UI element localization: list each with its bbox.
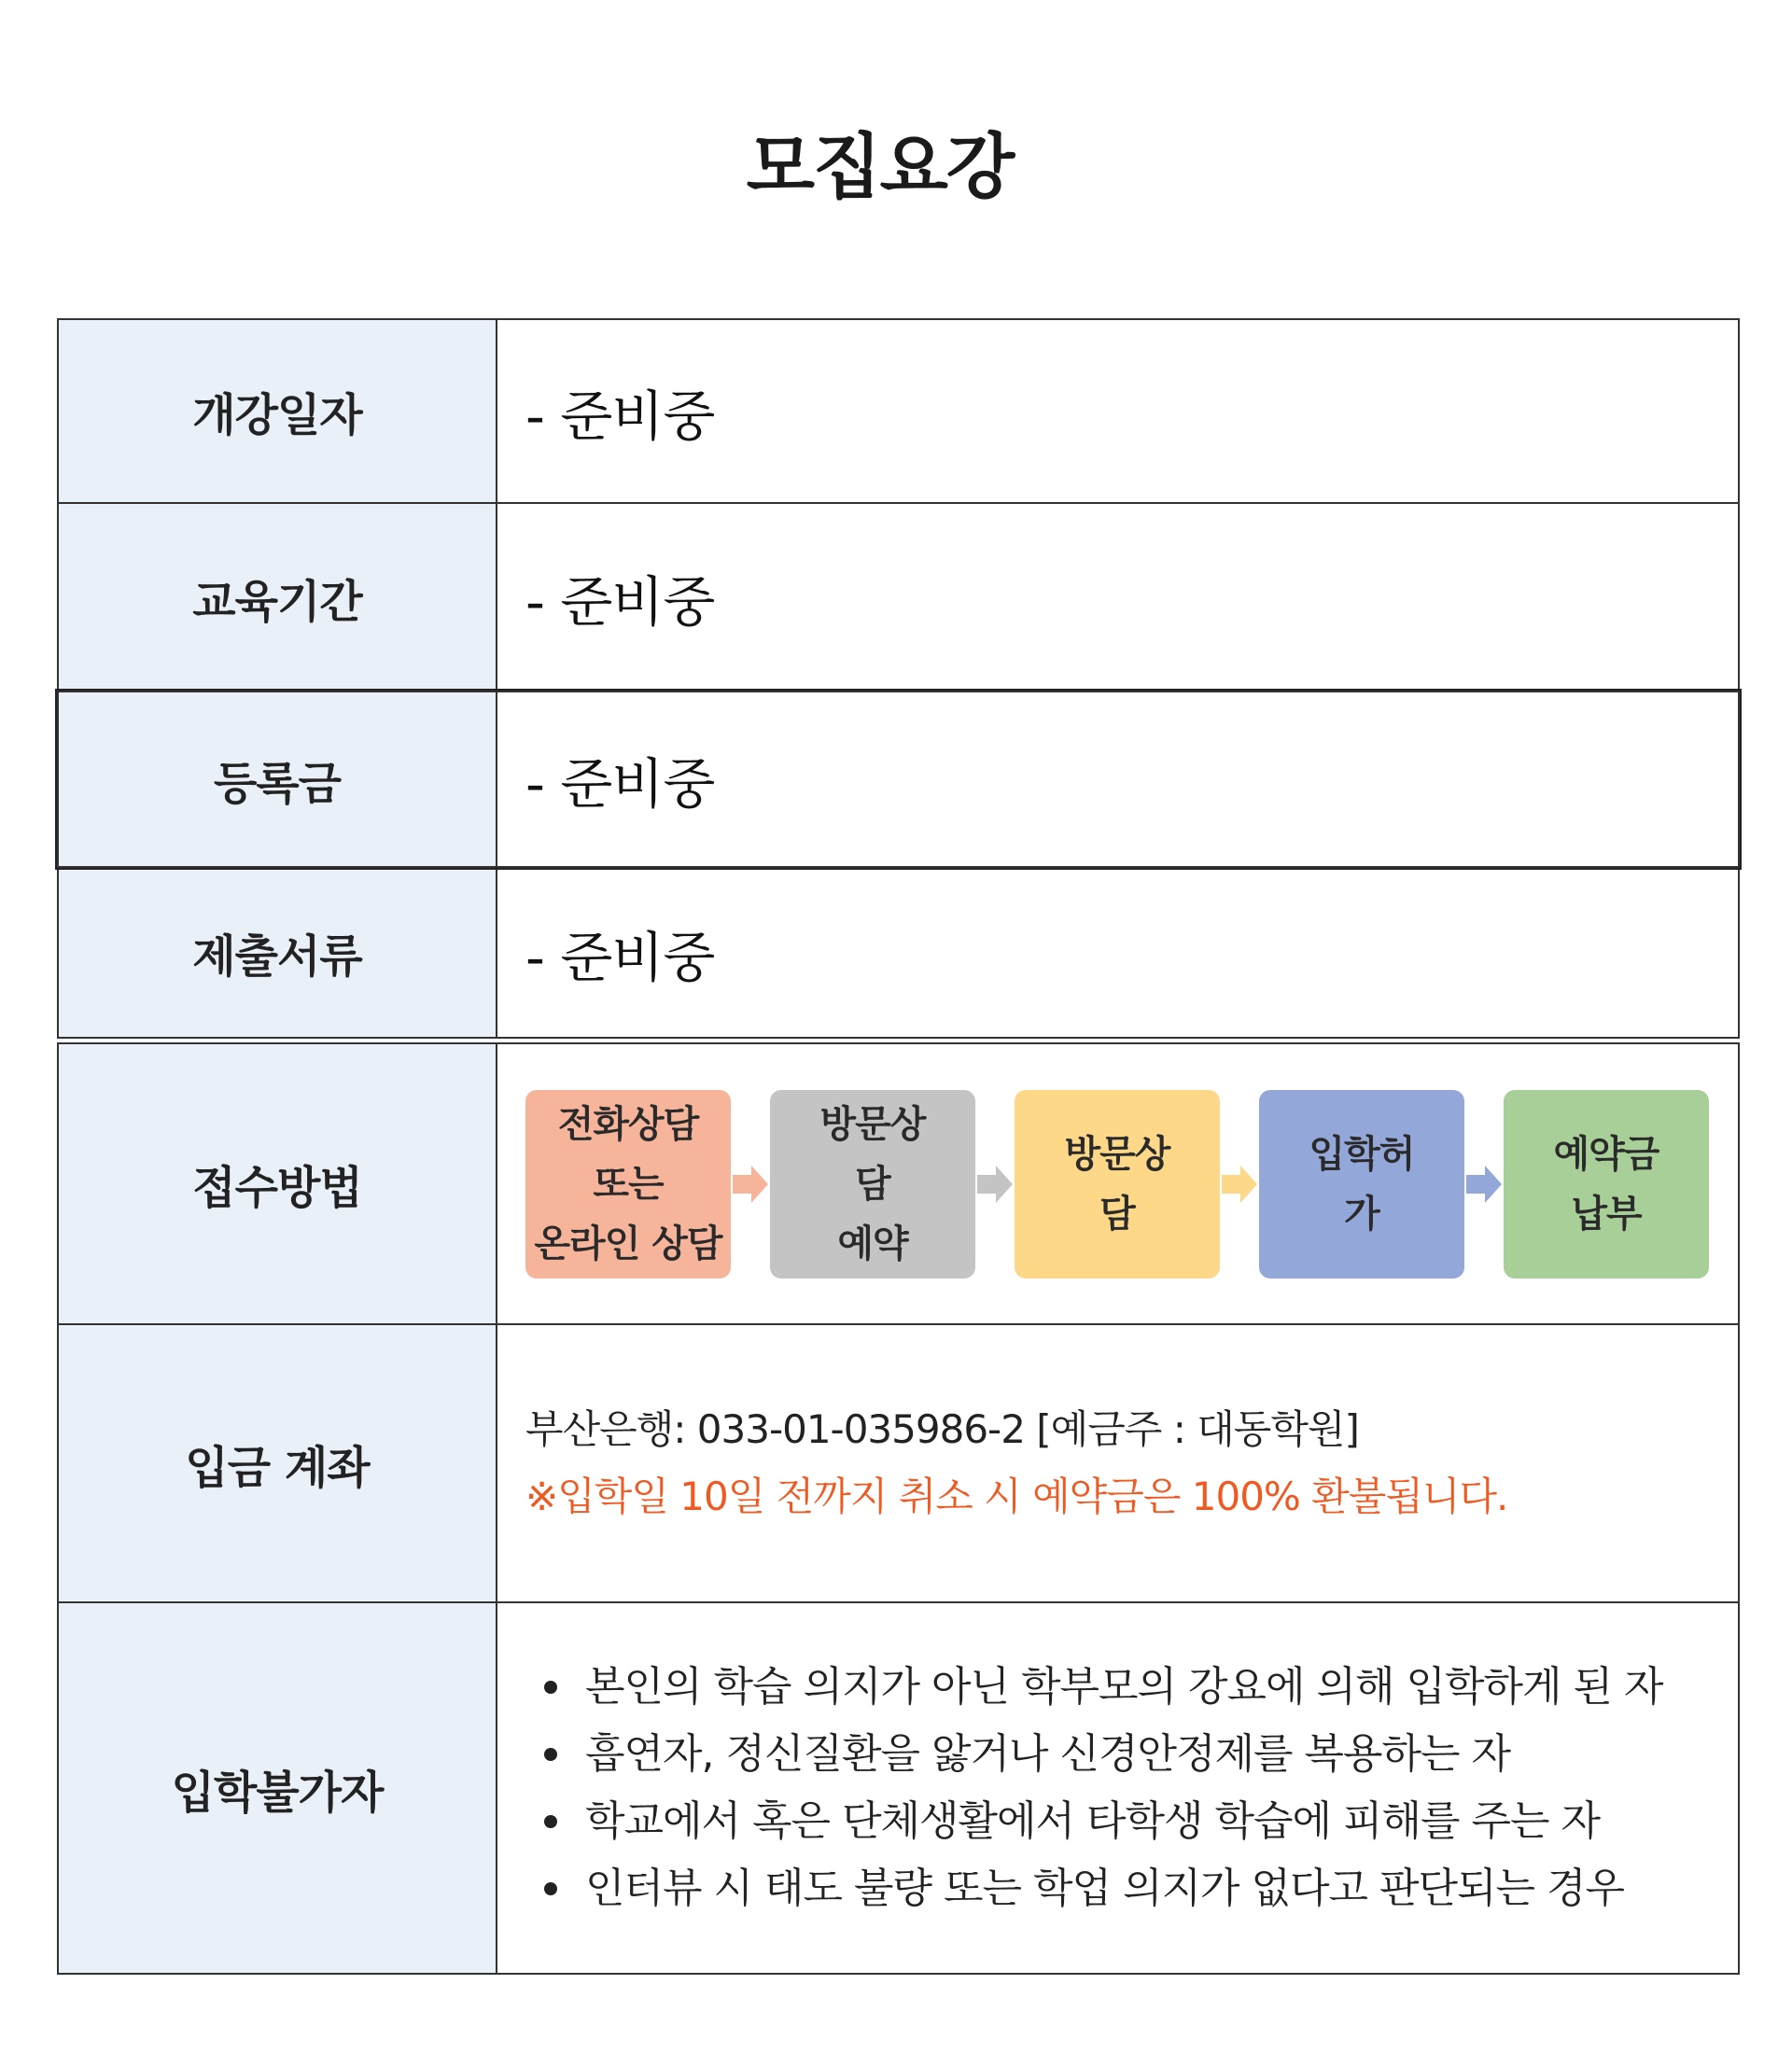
value-documents: - 준비중 bbox=[525, 925, 715, 989]
value-start-date: - 준비중 bbox=[525, 384, 715, 448]
step-4-label: 입학허 가 bbox=[1309, 1132, 1415, 1236]
arrow-right-icon bbox=[1220, 1162, 1259, 1207]
step-2-label: 방문상 담 예약 bbox=[819, 1102, 926, 1265]
row-period bbox=[57, 502, 1740, 692]
step-5-label: 예약금 납부 bbox=[1553, 1132, 1659, 1236]
row-method bbox=[57, 1042, 1740, 1325]
value-period-cell bbox=[496, 502, 1740, 692]
arrow-right-icon bbox=[975, 1162, 1015, 1207]
label-ineligible: 입학불가자 bbox=[57, 1601, 497, 1975]
page-title: 모집요강 bbox=[746, 125, 1014, 208]
arrow-right-icon bbox=[1464, 1162, 1504, 1207]
arrow-right-icon bbox=[731, 1162, 770, 1207]
step-4 bbox=[1259, 1090, 1464, 1279]
value-period: - 준비중 bbox=[525, 570, 715, 634]
process-flow bbox=[525, 1090, 1709, 1279]
row-ineligible bbox=[57, 1601, 1740, 1975]
label-account: 입금 계좌 bbox=[57, 1323, 497, 1603]
step-1-label: 전화상담 또는 온라인 상담 bbox=[534, 1102, 722, 1265]
row-start-date bbox=[57, 318, 1740, 504]
ineligible-list bbox=[525, 1654, 1662, 1922]
refund-notice: ※입학일 10일 전까지 취소 시 예약금은 100% 환불됩니다. bbox=[525, 1474, 1508, 1519]
list-item: 흡연자, 정신질환을 앓거나 신경안정제를 복용하는 자 bbox=[544, 1721, 1662, 1788]
row-tuition bbox=[57, 691, 1740, 868]
value-start-date-cell bbox=[496, 318, 1740, 504]
step-5 bbox=[1504, 1090, 1709, 1279]
value-tuition: - 준비중 bbox=[525, 752, 715, 816]
value-ineligible-cell bbox=[496, 1601, 1740, 1975]
list-item: 인터뷰 시 태도 불량 또는 학업 의지가 없다고 판단되는 경우 bbox=[544, 1855, 1662, 1922]
bullet-icon bbox=[544, 1882, 557, 1895]
step-3 bbox=[1015, 1090, 1220, 1279]
bullet-icon bbox=[544, 1748, 557, 1761]
value-tuition-cell bbox=[496, 691, 1740, 868]
value-method-cell bbox=[496, 1042, 1740, 1325]
bullet-icon bbox=[544, 1681, 557, 1694]
label-period: 교육기간 bbox=[57, 502, 497, 692]
bullet-icon bbox=[544, 1815, 557, 1828]
step-1 bbox=[525, 1090, 731, 1279]
account-info bbox=[525, 1396, 1507, 1530]
label-method: 접수방법 bbox=[57, 1042, 497, 1325]
step-3-label: 방문상 담 bbox=[1064, 1132, 1170, 1236]
list-item: 학교에서 혹은 단체생활에서 타학생 학습에 피해를 주는 자 bbox=[544, 1788, 1662, 1855]
value-account-cell bbox=[496, 1323, 1740, 1603]
row-account bbox=[57, 1323, 1740, 1603]
step-2 bbox=[770, 1090, 975, 1279]
list-item: 본인의 학습 의지가 아닌 학부모의 강요에 의해 입학하게 된 자 bbox=[544, 1654, 1662, 1721]
label-documents: 제출서류 bbox=[57, 866, 497, 1039]
row-documents bbox=[57, 866, 1740, 1039]
label-tuition: 등록금 bbox=[57, 691, 497, 868]
value-documents-cell bbox=[496, 866, 1740, 1039]
bank-account-text: 부산은행: 033-01-035986-2 [예금주 : 대동학원] bbox=[525, 1406, 1359, 1452]
label-start-date: 개강일자 bbox=[57, 318, 497, 504]
